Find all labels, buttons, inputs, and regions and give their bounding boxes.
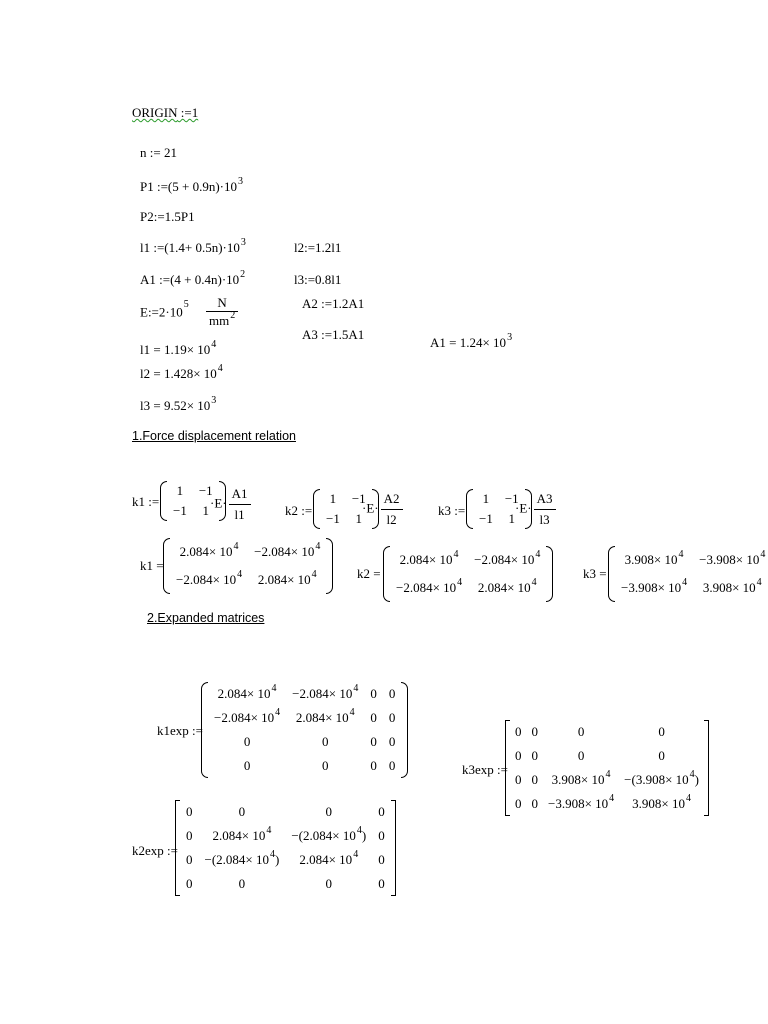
matrix-cell: $2.084\times 10^4$: [295, 707, 355, 725]
matrix-cell: 0: [325, 876, 333, 891]
matrix-cell: 0: [238, 804, 246, 819]
matrix-cell: 0: [186, 852, 193, 867]
matrix-cell: 0: [388, 710, 396, 725]
k1-result-label: k1 =: [140, 558, 164, 573]
k1exp-matrix: [201, 682, 408, 778]
matrix-cell: 0: [531, 724, 538, 739]
matrix-cell: $-2.084\times 10^4$: [254, 541, 321, 559]
close-delimiter: [401, 682, 408, 778]
n-definition: n := 21: [140, 145, 177, 160]
matrix-cell: −1: [326, 511, 340, 526]
matrix-cell: 0: [378, 828, 385, 843]
matrix-cell: 0: [515, 748, 522, 763]
k2-def-factor: ·E· $\frac{A2}{l2}$: [362, 491, 405, 528]
close-delimiter: [704, 720, 709, 816]
k2exp-matrix: [175, 800, 396, 896]
a1-result: $A1 = 1.24\times 10^3$: [430, 332, 513, 350]
matrix-cell: 0: [577, 748, 585, 763]
k3-def-label: k3 :=: [438, 503, 466, 518]
k2exp-label: k2exp :=: [132, 843, 178, 858]
k2-def-label: k2 :=: [285, 503, 313, 518]
k1exp-label: k1exp :=: [157, 723, 203, 738]
matrix-cell: 0: [243, 758, 251, 773]
k2-result-matrix: [383, 546, 553, 602]
matrix-cell: 0: [322, 758, 329, 773]
section-heading-expanded-matrices: 2.Expanded matrices: [147, 611, 265, 625]
matrix-cell: 0: [577, 724, 585, 739]
matrix-cell: $2.084\times 10^4$: [179, 541, 239, 559]
k3-result-label: k3 =: [583, 566, 607, 581]
open-delimiter: [163, 538, 170, 594]
matrix-cell: $3.908\times 10^4$: [702, 577, 762, 595]
matrix-cell: 0: [531, 772, 538, 787]
matrix-cell: $-2.084\times 10^4$: [176, 569, 243, 587]
matrix-cell: 0: [322, 734, 329, 749]
k1-def-factor: ·E· $\frac{A1}{l1}$: [210, 486, 253, 523]
close-delimiter: [326, 538, 333, 594]
matrix-cell: $-(3.908\times 10^4)$: [624, 769, 700, 787]
e-definition: $E:=2\cdot 10^5$ $\frac{N}{mm^2}$: [140, 296, 240, 328]
p2-definition: P2:=1.5P1: [140, 209, 195, 224]
k1-result-matrix: [163, 538, 333, 594]
matrix-cell: −1: [504, 491, 519, 506]
matrix-cell: 0: [325, 804, 333, 819]
matrix-cell: $-(2.084\times 10^4)$: [291, 825, 367, 843]
matrix-cell: 0: [531, 748, 538, 763]
matrix-cell: $2.084\times 10^4$: [217, 683, 277, 701]
matrix-cell: 0: [186, 804, 193, 819]
matrix-cell: $2.084\times 10^4$: [257, 569, 317, 587]
a2-definition: A2 :=1.2A1: [302, 296, 365, 311]
matrix-cell: $-2.084\times 10^4$: [214, 707, 281, 725]
l1-result: $l1 = 1.19\times 10^4$: [140, 339, 217, 357]
matrix-cell: 0: [378, 804, 385, 819]
matrix-cell: 0: [243, 734, 251, 749]
matrix-cell: 0: [370, 758, 377, 773]
matrix-cell: −1: [351, 491, 366, 506]
open-delimiter: [466, 489, 473, 529]
l2-definition: l2:=1.2l1: [294, 240, 342, 255]
matrix-cell: $-3.908\times 10^4$: [548, 793, 615, 811]
matrix-cell: $2.084\times 10^4$: [299, 849, 359, 867]
l3-definition: l3:=0.8l1: [294, 272, 342, 287]
matrix-cell: −1: [198, 483, 213, 498]
matrix-cell: $3.908\times 10^4$: [551, 769, 611, 787]
k2-result-label: k2 =: [357, 566, 381, 581]
matrix-cell: $-2.084\times 10^4$: [396, 577, 463, 595]
matrix-cell: 0: [515, 796, 522, 811]
matrix-cell: $3.908\times 10^4$: [624, 549, 684, 567]
matrix-cell: $-(2.084\times 10^4)$: [204, 849, 280, 867]
open-delimiter: [160, 481, 167, 521]
matrix-cell: 0: [388, 686, 396, 701]
matrix-cell: $3.908\times 10^4$: [632, 793, 692, 811]
open-delimiter: [383, 546, 390, 602]
matrix-cell: 0: [370, 734, 377, 749]
k1-def-label: k1 :=: [132, 494, 160, 509]
matrix-cell: $2.084\times 10^4$: [399, 549, 459, 567]
matrix-cell: 0: [658, 724, 665, 739]
l1-definition: l1 :=(1.4+ $0.5n)\cdot 10^3$: [140, 237, 246, 255]
matrix-cell: 0: [658, 748, 665, 763]
a1-definition: A1 :=(4 + $0.4n)\cdot 10^2$: [140, 269, 246, 287]
matrix-cell: −1: [479, 511, 493, 526]
matrix-cell: 0: [186, 828, 193, 843]
matrix-cell: 0: [186, 876, 193, 891]
matrix-cell: 0: [378, 876, 385, 891]
matrix-cell: 0: [531, 796, 538, 811]
k3exp-matrix: [505, 720, 709, 816]
matrix-cell: $2.084\times 10^4$: [212, 825, 272, 843]
matrix-cell: $-3.908\times 10^4$: [621, 577, 688, 595]
matrix-cell: $-3.908\times 10^4$: [699, 549, 766, 567]
matrix-cell: 0: [238, 876, 246, 891]
matrix-cell: 0: [378, 852, 385, 867]
open-delimiter: [201, 682, 208, 778]
matrix-cell: −1: [173, 503, 187, 518]
matrix-cell: 1: [176, 483, 184, 498]
l2-result: $l2 = 1.428\times 10^4$: [140, 363, 223, 381]
matrix-cell: $2.084\times 10^4$: [477, 577, 537, 595]
k3exp-label: k3exp :=: [462, 762, 508, 777]
close-delimiter: [391, 800, 396, 896]
matrix-cell: 0: [515, 724, 522, 739]
matrix-cell: 0: [370, 686, 377, 701]
section-heading-force-displacement: 1.Force displacement relation: [132, 429, 296, 443]
matrix-cell: 1: [508, 511, 516, 526]
close-delimiter: [546, 546, 553, 602]
origin-definition: ORIGIN :=1: [132, 105, 199, 120]
l3-result: $l3 = 9.52\times 10^3$: [140, 395, 217, 413]
matrix-cell: 1: [355, 511, 363, 526]
open-delimiter: [608, 546, 615, 602]
matrix-cell: 1: [202, 503, 210, 518]
matrix-cell: 0: [388, 758, 396, 773]
matrix-cell: 0: [370, 710, 377, 725]
matrix-cell: 0: [515, 772, 522, 787]
matrix-cell: $-2.084\times 10^4$: [474, 549, 541, 567]
a3-definition: A3 :=1.5A1: [302, 327, 365, 342]
matrix-cell: $-2.084\times 10^4$: [292, 683, 359, 701]
matrix-cell: 1: [329, 491, 337, 506]
p1-definition: P1 :=(5 + $0.9n)\cdot 10^3$: [140, 176, 243, 194]
k3-result-matrix: [608, 546, 768, 602]
matrix-cell: 0: [388, 734, 396, 749]
k3-def-factor: ·E· $\frac{A3}{l3}$: [515, 491, 558, 528]
matrix-cell: 1: [482, 491, 490, 506]
open-delimiter: [313, 489, 320, 529]
